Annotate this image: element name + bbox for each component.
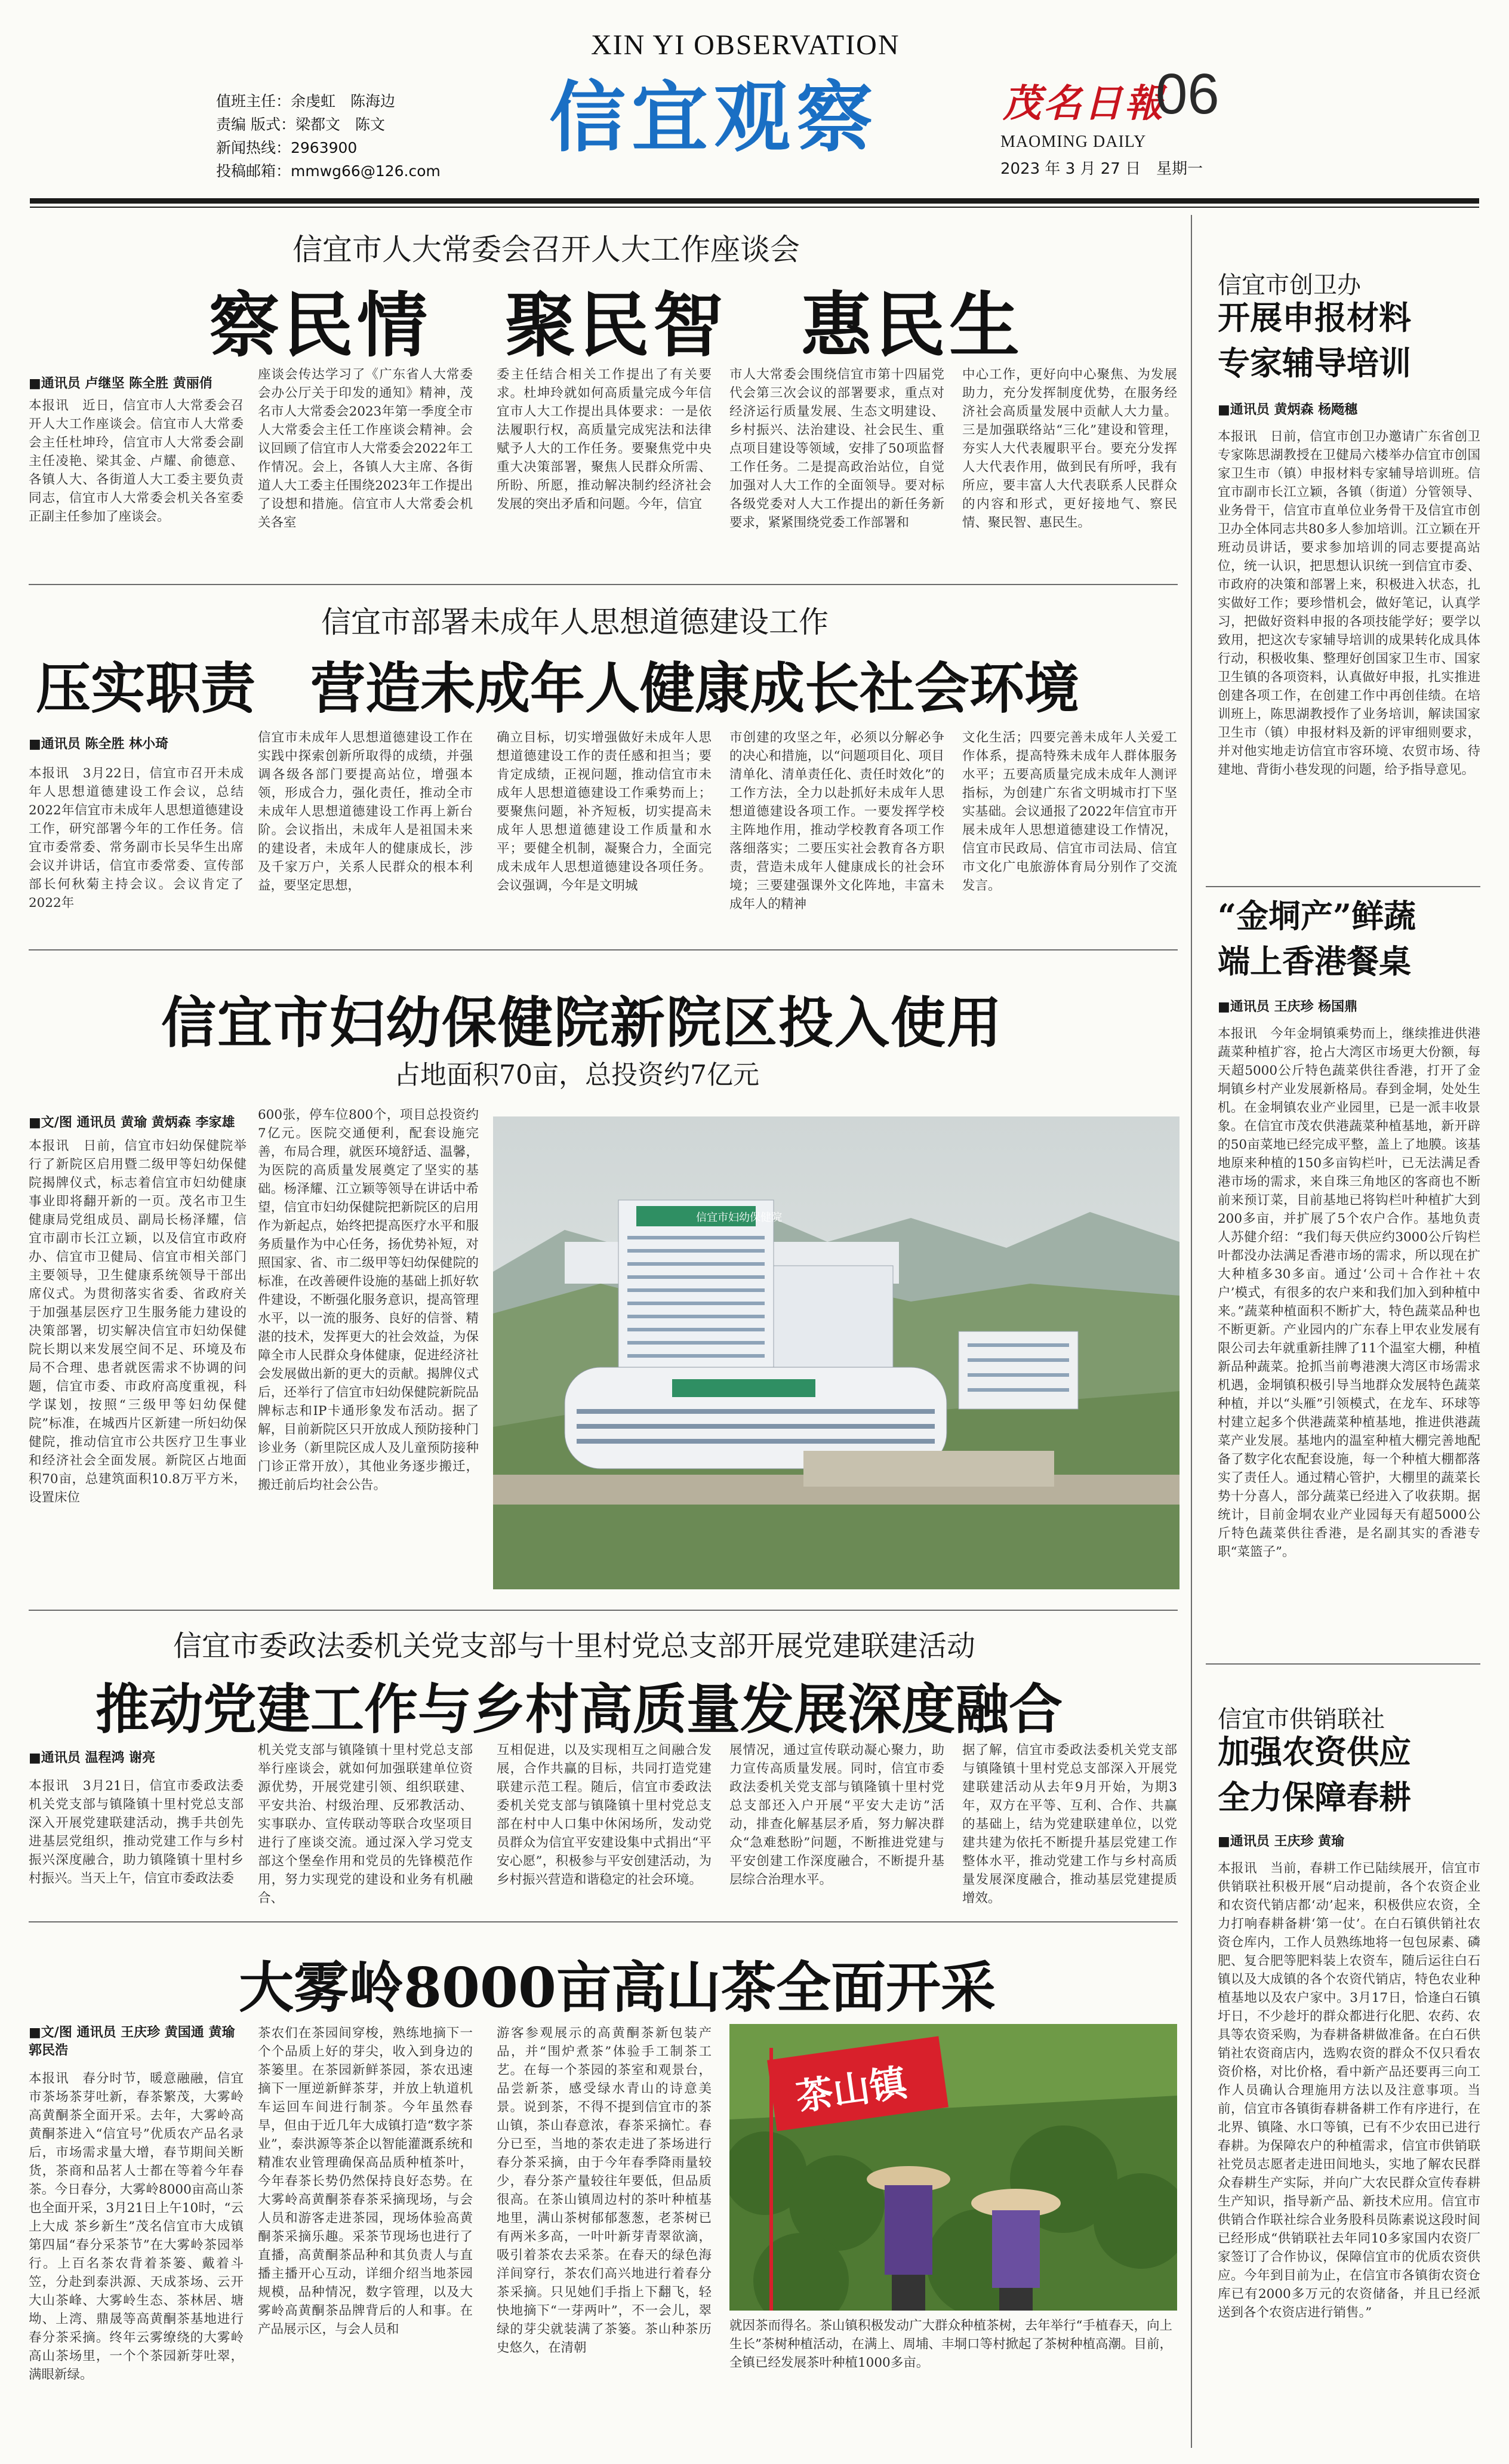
article2-kicker: 信宜市部署未成年人思想道德建设工作 — [321, 605, 829, 639]
article1-col-3: 委主任结合相关工作提出了有关要求。杜坤玲就如何高质量完成今年信宜市人大工作提出具体要求：一是依法履职行权，高质量完成宪法和法律赋予人大的工作任务。要聚焦党中央重大决策部署，聚焦人民群众所需、所盼、所愿，推动解决制约经济社会发展的突出矛盾和问题。今年，信宜 — [497, 367, 712, 512]
article2-col-2: 信宜市未成年人思想道德建设工作在实践中探索创新所取得的成绩，并强调各级各部门要提高站位，增强本领，形成合力，强化责任，推动全市未成年人思想道德建设工作再上新台阶。会议指出，未成年人是祖国未来的建设者，未成年人的健康成长，涉及千家万户，关系人民群众的根本利益，要坚定思想， — [258, 730, 473, 893]
section-divider — [29, 949, 1178, 950]
article4-col-4: 展情况，通过宣传联动凝心聚力，助力宣传高质量发展。同时，信宜市委政法委机关党支部与镇隆镇十里村党总支部还入户开展“平安大走访”活动，排查化解基层矛盾，努力解决群众“急难愁盼”问题，不断推进党建与平安创建工作深度融合，不断提升基层综合治理水平。 — [729, 1743, 944, 1887]
article2-col-1: 本报讯 3月22日，信宜市召开未成年人思想道德建设工作会议，总结2022年信宜市未成年人思想道德建设工作，研究部署今年的工作任务。信宜市委常委、常务副市长吴华生出席会议并讲话，信宜市委常委、宣传部部长何秋菊主持会议。会议肯定了2022年 — [29, 766, 244, 910]
article1-byline: ■通讯员 卢继坚 陈全胜 黄丽俏 — [29, 376, 213, 391]
article4-headline: 推动党建工作与乡村高质量发展深度融合 — [96, 1678, 1063, 1741]
credit-line: 投稿邮箱：mmwg66@126.com — [216, 162, 441, 180]
newspaper-logo: 茂名日報 — [1003, 81, 1165, 126]
article5-headline: 大雾岭8000亩高山茶全面开采 — [239, 1955, 996, 2020]
article3-subhead: 占地面积70亩，总投资约7亿元 — [394, 1060, 759, 1090]
section-divider — [29, 1610, 1178, 1611]
article1-kicker: 信宜市人大常委会召开人大工作座谈会 — [292, 232, 800, 267]
side2-headline-line2: 端上香港餐桌 — [1218, 942, 1411, 980]
article4-kicker: 信宜市委政法委机关党支部与十里村党总支部开展党建联建活动 — [173, 1629, 976, 1663]
side2-byline: ■通讯员 王庆珍 杨国鼎 — [1218, 999, 1358, 1014]
side2-body: 本报讯 今年金垌镇乘势而上，继续推进供港蔬菜种植扩容，抢占大湾区市场更大份额，每天超5000公斤特色蔬菜供往香港，打开了金垌镇乡村产业发展新格局。春到金垌，处处生机。在金垌镇农业产业园里，已是一派丰收景象。在信宜市茂农供港蔬菜种植基地，新开辟的50亩菜地已经完成平整，盖上了地膜。该基地原来种植的150多亩钩栏叶，已无法满足香港市场的需求，来自珠三角地区的客商也不断前来预订菜，目前基地已将钩栏叶种植扩大到200多亩，并扩展了5个农户合作。基地负责人苏健介绍：“我们每天供应约3000公斤钩栏叶都没办法满足香港市场的需求，所以现在扩大种植多30多亩。通过‘公司＋合作社＋农户’模式，有很多的农户来和我们加入到种植中来。”蔬菜种植面积不断扩大，特色蔬菜品种也不断更新。产业园内的广东春上甲农业发展有限公司去年就重新挂牌了11个温室大棚，种植新品种蔬菜。抢抓当前粤港澳大湾区市场需求机遇，金垌镇积极引导当地群众发展特色蔬菜种植，并以“头雁”引领模式，在龙车、环球等村建立起多个供港蔬菜种植基地，推进供港蔬菜产业发展。基地内的温室种植大棚完善地配备了数字化农配套设施，每一个种植大棚都落实了责任人。通过精心管护，大棚里的蔬菜长势十分喜人，部分蔬菜已经进入了收获期。据统计，目前金垌农业产业园每天有超5000公斤特色蔬菜供往香港，是名副其实的香港专职“菜篮子”。 — [1218, 1026, 1480, 1559]
masthead-rule-thin — [30, 207, 1479, 208]
credit-line: 新闻热线：2963900 — [216, 139, 358, 156]
hospital-sign-text: 信宜市妇幼保健院 — [696, 1211, 782, 1224]
article1-col-5: 中心工作，更好向中心聚焦、为发展助力，充分发挥制度优势，在服务经济社会高质量发展中贡献人大力量。三是加强联络站“三化”建设和管理，夯实人大代表履职平台。要充分发挥人大代表作用，做到民有所呼，我有所应，要丰富人大代表联系人民群众的内容和形式，更好接地气、察民情、聚民智、惠民生。 — [962, 367, 1177, 530]
article1-headline: 察民情 聚民智 惠民生 — [209, 284, 1024, 367]
hospital-photo-graphic — [493, 1116, 1180, 1589]
side3-body: 本报讯 当前，春耕工作已陆续展开，信宜市供销联社积极开展“启动提前，各个农资企业和农资代销店都‘动’起来，积极供应农资，全力打响春耕备耕‘第一仗’。在白石镇供销社农资仓库内，工作人员熟练地将一包包尿素、磷肥、复合肥等肥料装上农资车，随后运往白石镇以及大成镇的各个农资代销店，特色农业种植基地以及农户家中。3月17日，恰逢白石镇圩日，不少趁圩的群众都进行化肥、农药、农具等农资采购，为春耕备耕做准备。在白石供销社农资商店内，选购农资的群众不仅只看农资价格，对比价格，看中新产品还要再三向工作人员确认合理施用方法以及注意事项。当前，信宜市各镇街春耕备耕工作有序进行，在北界、镇隆、水口等镇，已有不少农田已进行春耕。为保障农户的种植需求，信宜市供销联社党员志愿者走进田间地头，实地了解农民群众春耕生产实际，并向广大农民群众宣传春耕生产知识，指导新产品、新技术应用。信宜市供销合作联社综合业务股科员陈素说这段时间已经形成“供销联社去年同10多家国内农资厂家签订了合作协议，保障信宜市的优质农资供应。今年到目前为止，在信宜市各镇街农资仓库已有2000多万元的农资储备，并且已经派送到各个农资店进行销售。” — [1218, 1861, 1480, 2320]
section-divider — [29, 584, 1178, 585]
tea-banner-text: 茶山镇 — [793, 2060, 910, 2120]
hospital-photo — [493, 1116, 1180, 1589]
side1-kicker: 信宜市创卫办 — [1218, 272, 1361, 299]
article4-col-1: 本报讯 3月21日，信宜市委政法委机关党支部与镇隆镇十里村党总支部深入开展党建联建活动，携手共创先进基层党组织，推动党建工作与乡村振兴深度融合，助力镇隆镇十里村乡村振兴。当天上午，信宜市委政法委 — [29, 1779, 244, 1886]
article1-col-1: 本报讯 近日，信宜市人大常委会召开人大工作座谈会。信宜市人大常委会主任杜坤玲，信宜市人大常委会副主任凌艳、梁其金、卢耀、俞德意、各镇人大、各街道人大工委主要负责同志，信宜市人大常委会机关各室委正副主任参加了座谈会。 — [29, 398, 244, 524]
article3-byline: ■文/图 通讯员 黄瑜 黄炳森 李家雄 — [29, 1115, 235, 1130]
credit-line: 责编 版式：梁都文 陈文 — [216, 116, 385, 133]
section-divider — [1206, 886, 1480, 887]
section-brand-title: 信宜观察 — [549, 73, 879, 162]
publication-date: 2023 年 3 月 27 日 星期一 — [1000, 160, 1203, 178]
article5-col-3: 游客参观展示的高黄酮茶新包装产品，并“围炉煮茶”体验手工制茶工艺。在每一个茶园的茶室和观景台，品尝新茶，感受绿水青山的诗意美景。说到茶，不得不提到信宜市的茶山镇，茶山春意浓，春茶采摘忙。春分已至，当地的茶农走进了茶场进行春分茶采摘，由于今年春季降雨量较少，春分茶产量较往年要低，但品质很高。在茶山镇周边村的茶叶种植基地里，满山茶树郁郁葱葱，老茶树已有两米多高，一叶叶新芽青翠欲滴，吸引着茶农去采茶。在春天的绿色海洋间穿行，茶农们高兴地进行着春分茶采摘。只见她们手指上下翻飞，轻快地摘下“一芽两叶”，不一会儿，翠绿的芽尖就装满了茶篓。茶山种茶历史悠久，在清朝 — [497, 2026, 712, 2355]
page-number: 06 — [1156, 62, 1219, 126]
article4-col-3: 互相促进，以及实现相互之间融合发展，合作共赢的目标，共同打造党建联建示范工程。随后，信宜市委政法委机关党支部与镇隆镇十里村党总支部在村中人口集中休闲场所，发动党员群众为信宜平安建设集中式捐出“平安心愿”，积极参与平安创建活动，为乡村振兴营造和谐稳定的社会环境。 — [497, 1743, 712, 1887]
article2-headline: 压实职责 营造未成年人健康成长社会环境 — [36, 656, 1080, 721]
side1-body: 本报讯 日前，信宜市创卫办邀请广东省创卫专家陈思湖教授在卫健局六楼举办信宜市创国家卫生市（镇）申报材料专家辅导培训班。信宜市副市长江立颖，各镇（街道）分管领导、业务骨干，信宜市直单位业务骨干及信宜市创卫办全体同志共80多人参加培训。江立颖在开班动员讲话，要求参加培训的同志要提高站位，统一认识，把思想认识统一到信宜市委、市政府的决策和部署上来，积极进入状态，扎实做好工作；要珍惜机会，做好笔记，认真学习，把做好资料申报的各项技能学好；要学以致用，把这次专家辅导培训的成果转化成具体行动，积极收集、整理好创国家卫生市、国家卫生镇的各项资料，认真做好申报，扎实推进创建各项工作，在创建工作中再创佳绩。在培训班上，陈思湖教授作了业务培训，解读国家卫生市（镇）申报材料及新的评审细则要求，并对他实地走访信宜市容环境、农贸市场、待建地、背街小巷发现的问题，给予指导意见。 — [1218, 429, 1480, 777]
section-topline: XIN YI OBSERVATION — [591, 29, 900, 61]
column-divider — [1191, 215, 1192, 2448]
article3-col-1: 本报讯 日前，信宜市妇幼保健院举行了新院区启用暨二级甲等妇幼保健院揭牌仪式，标志着信宜市妇幼健康事业即将翻开新的一页。茂名市卫生健康局党组成员、副局长杨泽耀，信宜市副市长江立颖，以及信宜市政府办、信宜市卫健局、信宜市相关部门主要领导，卫生健康系统领导干部出席仪式。为贯彻落实省委、省政府关于加强基层医疗卫生服务能力建设的决策部署，切实解决信宜市妇幼保健院长期以来发展空间不足、环境及布局不合理、患者就医需求不协调的问题，信宜市委、市政府高度重视，科学谋划，按照“三级甲等妇幼保健院”标准，在城西片区新建一所妇幼保健院，推动信宜市公共医疗卫生事业和经济社会全面发展。新院区占地面积70亩，总建筑面积10.8万平方米，设置床位 — [29, 1139, 247, 1505]
side3-kicker: 信宜市供销联社 — [1218, 1706, 1385, 1733]
newspaper-english-name: MAOMING DAILY — [1000, 133, 1147, 151]
credit-line: 值班主任：余虔虹 陈海边 — [216, 93, 396, 110]
side2-headline-line1: “金垌产”鲜蔬 — [1218, 897, 1416, 935]
side1-byline: ■通讯员 黄炳森 杨飏穗 — [1218, 402, 1358, 417]
article1-col-4: 市人大常委会围绕信宜市第十四届党代会第三次会议的部署要求，重点对经济运行质量发展、生态文明建设、乡村振兴、法治建设、社会民生、重点项目建设等领域，安排了50项监督工作任务。二是提高政治站位，自觉加强对人大工作的全面领导。要对标各级党委对人大工作提出的新任务新要求，紧紧围绕党委工作部署和 — [729, 367, 944, 530]
article4-col-2: 机关党支部与镇隆镇十里村党总支部举行座谈会，就如何加强联建单位资源优势，开展党建引领、组织联建、平安共治、村级治理、反邪教活动、实事联办、宣传联动等联合攻坚项目进行了座谈交流。通过深入学习党支部这个堡垒作用和党员的先锋模范作用，努力实现党的建设和业务有机融合、 — [258, 1743, 473, 1906]
article5-col-1: 本报讯 春分时节，暖意融融，信宜市茶场茶芽吐新，春茶繁茂，大雾岭高黄酮茶全面开采。去年，大雾岭高黄酮茶进入“信宜号”优质农产品名录后，市场需求量大增，春节期间关断货，茶商和品茗人士都在等着今年春茶。今日春分，大雾岭8000亩高山茶也全面开采，3月21日上午10时，“云上大成 茶乡新生”茂名信宜市大成镇第四届“春分采茶节”在大雾岭茶园举行。上百名茶农背着茶篓、戴着斗笠，分赴到泰洪源、天成茶场、云开大山茶峰、大雾岭生态、茶林居、塘坳、上湾、鼎晟等高黄酮茶基地进行春分茶采摘。终年云雾缭绕的大雾岭高山茶场里，一个个茶园新芽吐翠，满眼新绿。 — [29, 2071, 244, 2382]
side3-headline-line1: 加强农资供应 — [1218, 1733, 1411, 1771]
tea-picking-graphic — [729, 2024, 1177, 2311]
credits-block — [216, 90, 441, 183]
article2-byline: ■通讯员 陈全胜 林小琦 — [29, 737, 169, 752]
article4-col-5: 据了解，信宜市委政法委机关党支部与镇隆镇十里村党总支部深入开展党建联建活动从去年9月开始，为期3年，双方在平等、互利、合作、共赢的基础上，结为党建联建单位，以党建共建为依托不断提升基层党建工作整体水平，推动党建工作与乡村高质量发展深度融合，推动基层党建提质增效。 — [962, 1743, 1177, 1906]
tea-picking-photo — [729, 2024, 1177, 2311]
section-divider — [29, 1921, 1178, 1922]
side3-headline-line2: 全力保障春耕 — [1218, 1778, 1411, 1816]
article5-col-2: 茶农们在茶园间穿梭，熟练地摘下一个个品质上好的芽尖，收入到身边的茶篓里。在茶园新鲜茶园，茶农迅速摘下一厘逆新鲜茶芽，并放上轨道机车运回车间进行制茶。今年虽然春旱，但由于近几年大成镇打造“数字茶业”，泰洪源等茶企以智能灌溉系统和精准农业管理确保高品质种植茶叶，今年春茶长势仍然保持良好态势。在大雾岭高黄酮茶春茶采摘现场，与会人员和游客走进茶园，现场体验高黄酮茶采摘乐趣。采茶节现场也进行了直播，高黄酮茶品种和其负责人与直播主播开心互动，详细介绍当地茶园规模，品种情况，数字管理，以及大雾岭高黄酮茶品牌背后的人和事。在产品展示区，与会人员和 — [258, 2026, 473, 2337]
article2-col-3: 确立目标，切实增强做好未成年人思想道德建设工作的责任感和担当；要肯定成绩，正视问题，推动信宜市未成年人思想道德建设工作乘势而上；要聚焦问题，补齐短板，切实提高未成年人思想道德建设工作质量和水平；要健全机制，凝聚合力，全面完成未成年人思想道德建设各项任务。会议强调，今年是文明城 — [497, 730, 712, 893]
article4-byline: ■通讯员 温程鸿 谢亮 — [29, 1751, 156, 1765]
article3-headline: 信宜市妇幼保健院新院区投入使用 — [161, 990, 1003, 1055]
side1-headline-line1: 开展申报材料 — [1218, 299, 1411, 337]
article1-col-2: 座谈会传达学习了《广东省人大常委会办公厅关于印发的通知》精神，茂名市人大常委会2023年第一季度全市人大常委会主任工作座谈会精神。会议回顾了信宜市人大常委会2022年工作情况。会上，各镇人大主席、各街道人大工委主任围绕2023年工作提出了设想和措施。信宜市人大常委会机关各室 — [258, 367, 473, 530]
side3-byline: ■通讯员 王庆珍 黄瑜 — [1218, 1834, 1345, 1849]
article2-col-4: 市创建的攻坚之年，必须以分解必争的决心和措施，以“问题项目化、项目清单化、清单责任化、责任时效化”的工作方法，全力以赴抓好未成年人思想道德建设各项工作。一要发挥学校主阵地作用，推动学校教育各项工作落细落实；二要压实社会教育各方职责，营造未成年人健康成长的社会环境；三要建强课外文化阵地，丰富未成年人的精神 — [729, 730, 944, 912]
masthead-rule — [30, 198, 1479, 204]
side1-headline-line2: 专家辅导培训 — [1218, 344, 1411, 382]
article5-byline: ■文/图 通讯员 王庆珍 黄国通 黄瑜 郭民浩 — [29, 2025, 235, 2058]
section-divider — [1206, 1663, 1480, 1665]
article3-col-2: 600张，停车位800个，项目总投资约7亿元。医院交通便利，配套设施完善，布局合理，就医环境舒适、温馨，为医院的高质量发展奠定了坚实的基础。杨泽耀、江立颖等领导在讲话中希望，信宜市妇幼保健院把新院区的启用作为新起点，始终把提高医疗水平和服务质量作为中心任务，扬优势补短，对照国家、省、市二级甲等妇幼保健院的标准，在改善硬件设施的基础上抓好软件建设，不断强化服务意识，提高管理水平，以一流的服务、良好的信誉、精湛的技术，发挥更大的社会效益，为保障全市人民群众身体健康，促进经济社会发展做出新的更大的贡献。揭牌仪式后，还举行了信宜市妇幼保健院新院品牌标志和IP卡通形象发布活动。据了解，目前新院区只开放成人预防接种门诊业务（新里院区成人及儿童预防接种门诊正常开放），其他业务逐步搬迁，搬迁前后均社会公告。 — [258, 1108, 479, 1493]
article5-col-4: 就因茶而得名。茶山镇积极发动广大群众种植茶树，去年举行“手植春天，向上生长”茶树种植活动，在满上、周埔、丰垌口等村掀起了茶树种植高潮。目前，全镇已经发展茶叶种植1000多亩。 — [729, 2318, 1172, 2370]
article2-col-5: 文化生活；四要完善未成年人关爱工作体系，提高特殊未成年人群体服务水平；五要高质量完成未成年人测评指标，为创建广东省文明城市打下坚实基础。会议通报了2022年信宜市开展未成年人思想道德建设工作情况，信宜市民政局、信宜市司法局、信宜市文化广电旅游体育局分别作了交流发言。 — [962, 730, 1177, 893]
